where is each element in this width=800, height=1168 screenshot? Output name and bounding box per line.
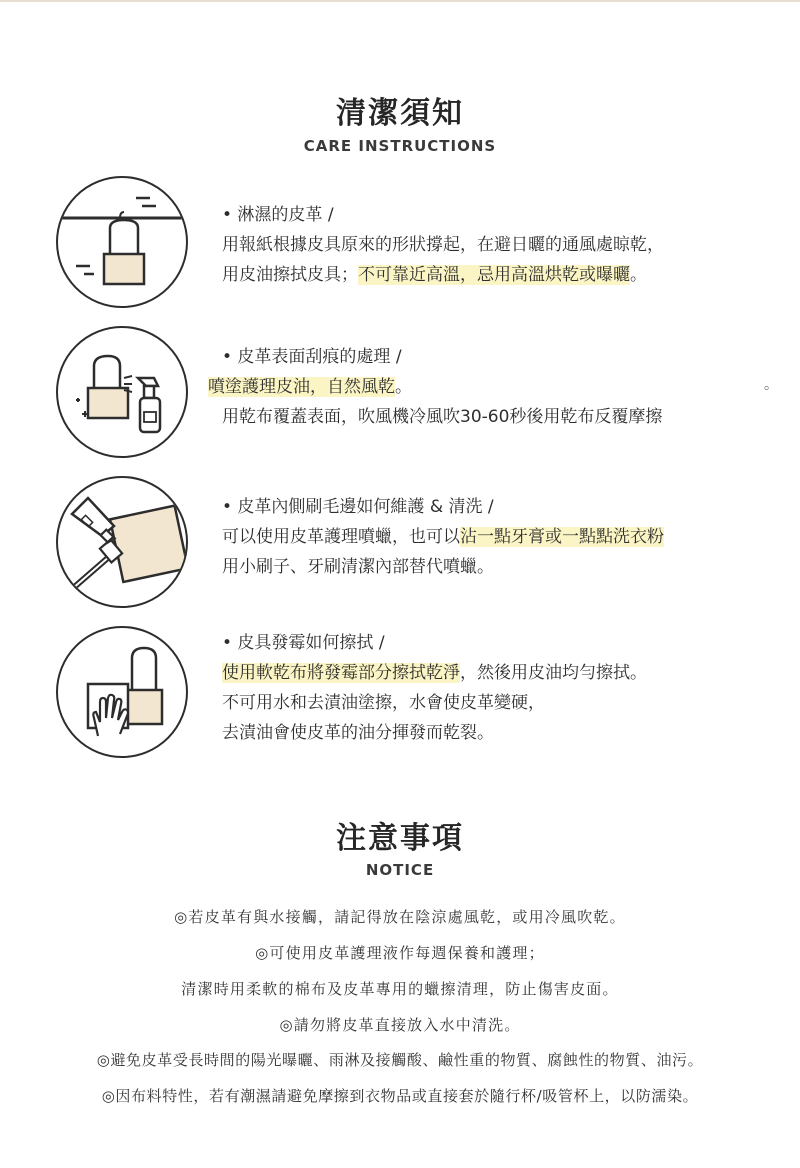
item-heading: • 皮革表面刮痕的處理 / <box>222 347 402 367</box>
item-text-line: 可以使用皮革護理噴蠟，也可以沾一點牙膏或一點點洗衣粉 <box>222 527 664 547</box>
item-text-line: 使用軟乾布將發霉部分擦拭乾淨，然後用皮油均勻擦拭。 <box>222 663 647 683</box>
notice-title: 注意事項 <box>336 821 464 856</box>
item-text-line: 噴塗護理皮油，自然風乾。 <box>208 377 412 397</box>
item-heading: • 皮革內側刷毛邊如何維護 & 清洗 / <box>222 497 494 517</box>
toothpaste-brush-icon <box>56 476 188 608</box>
item-text-line: 用小刷子、牙刷清潔內部替代噴蠟。 <box>222 557 494 577</box>
care-title: 清潔須知 <box>336 96 464 131</box>
notice-line: 清潔時用柔軟的棉布及皮革專用的蠟擦清理，防止傷害皮面。 <box>181 980 619 998</box>
highlighted-text: 不可靠近高溫，忌用高溫烘乾或曝曬 <box>358 265 630 285</box>
highlighted-text: 沾一點牙膏或一點點洗衣粉 <box>460 527 664 547</box>
item-text-line: 用乾布覆蓋表面，吹風機冷風吹30-60秒後用乾布反覆摩擦 <box>222 407 663 427</box>
highlighted-text: 使用軟乾布將發霉部分擦拭乾淨 <box>222 663 460 683</box>
highlighted-text: 噴塗護理皮油，自然風乾 <box>208 377 395 397</box>
care-subtitle: CARE INSTRUCTIONS <box>303 137 497 155</box>
spray-bottle-bag-icon <box>56 326 188 458</box>
top-divider <box>0 0 800 2</box>
notice-line: ◎避免皮革受長時間的陽光曝曬、雨淋及接觸酸、鹼性重的物質、腐蝕性的物質、油污。 <box>96 1051 704 1069</box>
notice-line: ◎因布料特性，若有潮濕請避免摩擦到衣物品或直接套於隨行杯/吸管杯上，以防濡染。 <box>101 1087 699 1105</box>
item-text-line: 用皮油擦拭皮具；不可靠近高溫，忌用高溫烘乾或曝曬。 <box>222 265 647 285</box>
notice-subtitle: NOTICE <box>365 861 435 879</box>
stray-period: 。 <box>764 377 778 393</box>
item-heading: • 皮具發霉如何擦拭 / <box>222 633 385 653</box>
item-text-line: 不可用水和去漬油塗擦，水會使皮革變硬， <box>222 693 545 713</box>
item-heading: • 淋濕的皮革 / <box>222 205 334 225</box>
hanging-bag-icon <box>56 176 188 308</box>
item-text-line: 去漬油會使皮革的油分揮發而乾裂。 <box>222 723 494 743</box>
item-text-line: 用報紙根據皮具原來的形狀撐起，在避日曬的通風處晾乾， <box>222 235 664 255</box>
cloth-hand-bag-icon <box>56 626 188 758</box>
notice-line: ◎若皮革有與水接觸，請記得放在陰涼處風乾，或用冷風吹乾。 <box>174 908 626 926</box>
notice-line: ◎請勿將皮革直接放入水中清洗。 <box>279 1016 521 1034</box>
notice-line: ◎可使用皮革護理液作每週保養和護理； <box>255 944 545 962</box>
